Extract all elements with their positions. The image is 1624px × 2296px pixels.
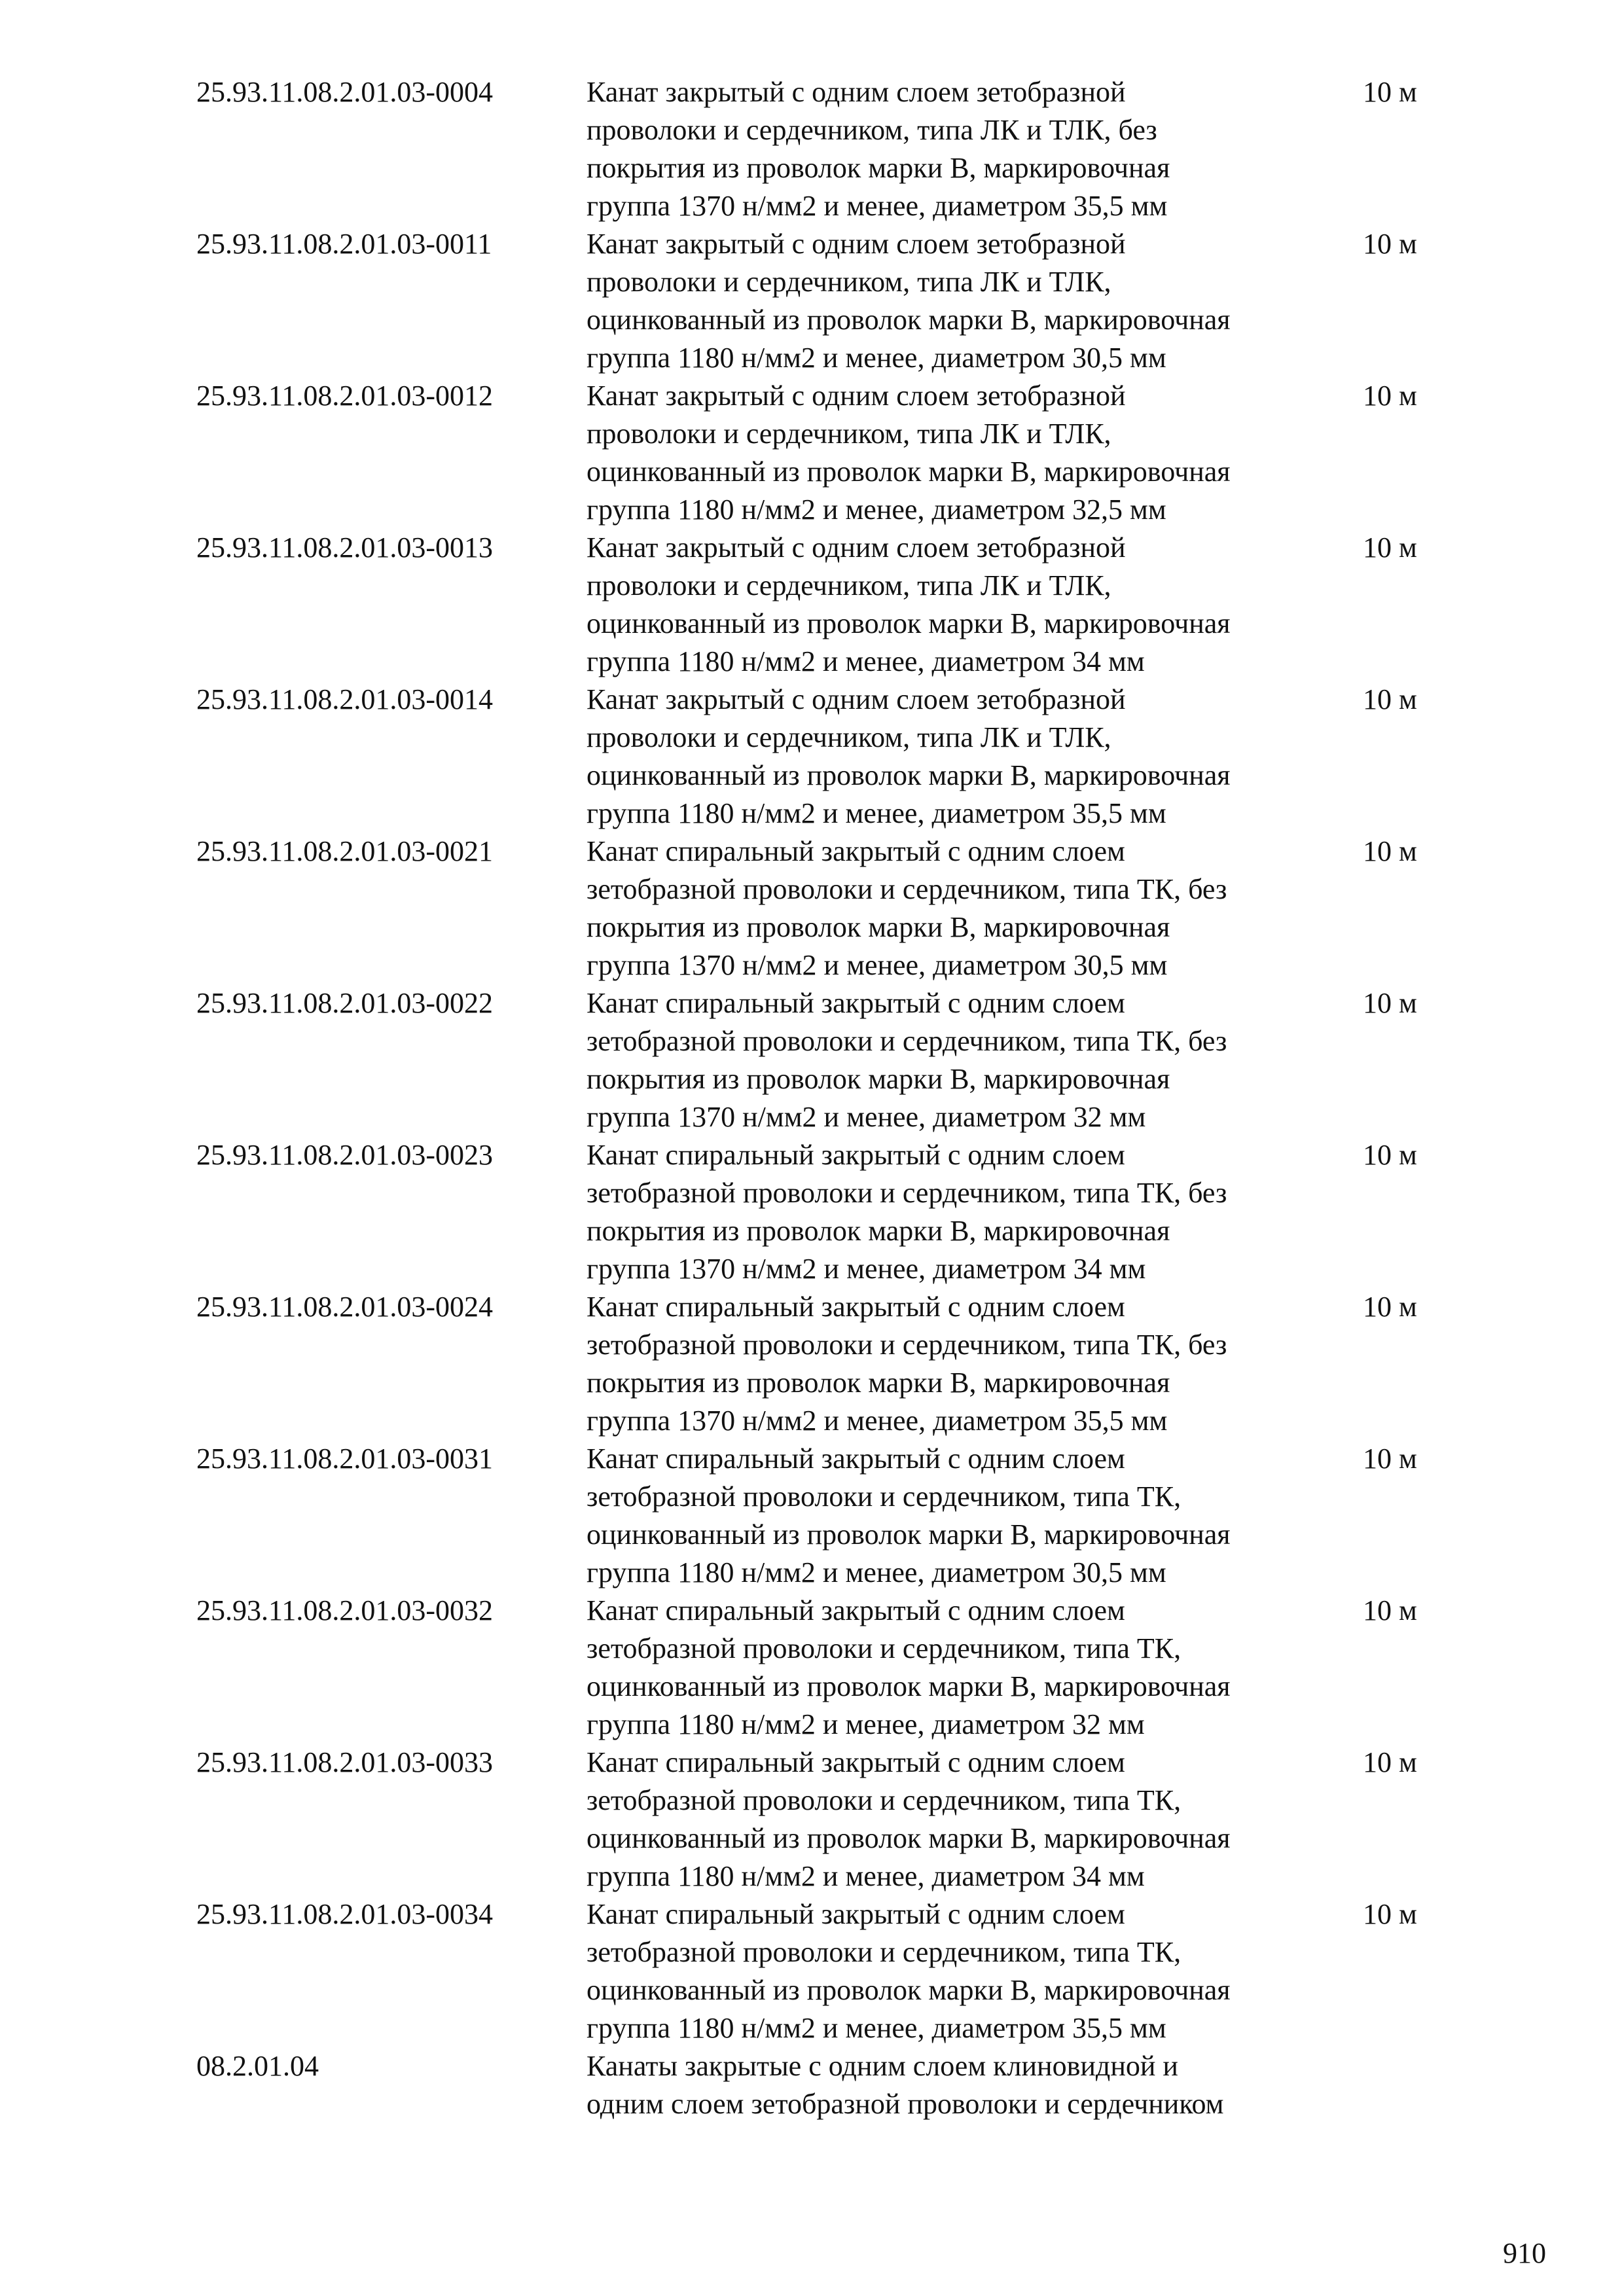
resource-description: Канат закрытый с одним слоем зетобразной проволоки и сердечником, типа ЛК и ТЛК, оцинкованный из проволок марки В, маркировочная группа 1180 н/мм2 и менее, диаметром 30,5 мм: [586, 228, 1231, 374]
resource-code: 25.93.11.08.2.01.03-0012: [196, 380, 494, 412]
resource-code: 25.93.11.08.2.01.03-0021: [196, 835, 494, 867]
resource-description: Канат спиральный закрытый с одним слоем зетобразной проволоки и сердечником, типа ТК, без покрытия из проволок марки В, маркировочная группа 1370 н/мм2 и менее, диаметром 32 мм: [586, 987, 1227, 1133]
table-row: [196, 681, 1440, 833]
measurement-unit: 10 м: [1363, 987, 1417, 1019]
resource-code: 25.93.11.08.2.01.03-0031: [196, 1443, 494, 1475]
table-row: [196, 1895, 1440, 2047]
table-row: [196, 833, 1440, 984]
resource-code: 25.93.11.08.2.01.03-0033: [196, 1746, 494, 1778]
measurement-unit: 10 м: [1363, 380, 1417, 412]
resource-description: Канат закрытый с одним слоем зетобразной проволоки и сердечником, типа ЛК и ТЛК, без покрытия из проволок марки В, маркировочная группа 1370 н/мм2 и менее, диаметром 35,5 мм: [586, 76, 1170, 222]
catalog-table: [196, 73, 1440, 2123]
resource-code: 25.93.11.08.2.01.03-0022: [196, 987, 494, 1019]
measurement-unit: 10 м: [1363, 1139, 1417, 1171]
resource-description: Канат спиральный закрытый с одним слоем зетобразной проволоки и сердечником, типа ТК, без покрытия из проволок марки В, маркировочная группа 1370 н/мм2 и менее, диаметром 34 мм: [586, 1139, 1227, 1285]
resource-description: Канат спиральный закрытый с одним слоем зетобразной проволоки и сердечником, типа ТК, оцинкованный из проволок марки В, маркировочная группа 1180 н/мм2 и менее, диаметром 32 мм: [586, 1594, 1231, 1740]
table-row: [196, 1440, 1440, 1592]
group-code: 08.2.01.04: [196, 2050, 319, 2082]
table-row: [196, 73, 1440, 225]
measurement-unit: 10 м: [1363, 228, 1417, 260]
measurement-unit: 10 м: [1363, 835, 1417, 867]
table-row-group-heading: [196, 2047, 1440, 2123]
measurement-unit: 10 м: [1363, 1746, 1417, 1778]
measurement-unit: 10 м: [1363, 1443, 1417, 1475]
measurement-unit: 10 м: [1363, 531, 1417, 564]
resource-code: 25.93.11.08.2.01.03-0013: [196, 531, 494, 564]
resource-description: Канат закрытый с одним слоем зетобразной проволоки и сердечником, типа ЛК и ТЛК, оцинкованный из проволок марки В, маркировочная группа 1180 н/мм2 и менее, диаметром 35,5 мм: [586, 683, 1231, 829]
page-number: 910: [1503, 2237, 1546, 2269]
resource-code: 25.93.11.08.2.01.03-0004: [196, 76, 494, 108]
resource-description: Канат спиральный закрытый с одним слоем зетобразной проволоки и сердечником, типа ТК, без покрытия из проволок марки В, маркировочная группа 1370 н/мм2 и менее, диаметром 35,5 мм: [586, 1291, 1227, 1437]
group-description: Канаты закрытые с одним слоем клиновидной и одним слоем зетобразной проволоки и сердечником: [586, 2050, 1224, 2120]
resource-description: Канат закрытый с одним слоем зетобразной проволоки и сердечником, типа ЛК и ТЛК, оцинкованный из проволок марки В, маркировочная группа 1180 н/мм2 и менее, диаметром 32,5 мм: [586, 380, 1231, 526]
measurement-unit: 10 м: [1363, 1594, 1417, 1626]
table-row: [196, 1744, 1440, 1895]
resource-code: 25.93.11.08.2.01.03-0024: [196, 1291, 494, 1323]
resource-code: 25.93.11.08.2.01.03-0014: [196, 683, 494, 715]
measurement-unit: 10 м: [1363, 1291, 1417, 1323]
resource-description: Канат закрытый с одним слоем зетобразной проволоки и сердечником, типа ЛК и ТЛК, оцинкованный из проволок марки В, маркировочная группа 1180 н/мм2 и менее, диаметром 34 мм: [586, 531, 1231, 677]
resource-description: Канат спиральный закрытый с одним слоем зетобразной проволоки и сердечником, типа ТК, оцинкованный из проволок марки В, маркировочная группа 1180 н/мм2 и менее, диаметром 35,5 мм: [586, 1898, 1231, 2044]
table-row: [196, 1592, 1440, 1744]
resource-description: Канат спиральный закрытый с одним слоем зетобразной проволоки и сердечником, типа ТК, оцинкованный из проволок марки В, маркировочная группа 1180 н/мм2 и менее, диаметром 34 мм: [586, 1746, 1231, 1892]
table-row: [196, 1288, 1440, 1440]
resource-code: 25.93.11.08.2.01.03-0011: [196, 228, 492, 260]
measurement-unit: 10 м: [1363, 1898, 1417, 1930]
resource-code: 25.93.11.08.2.01.03-0023: [196, 1139, 494, 1171]
measurement-unit: 10 м: [1363, 76, 1417, 108]
table-row: [196, 1136, 1440, 1288]
table-row: [196, 225, 1440, 377]
resource-code: 25.93.11.08.2.01.03-0032: [196, 1594, 494, 1626]
table-row: [196, 984, 1440, 1136]
measurement-unit: 10 м: [1363, 683, 1417, 715]
table-row: [196, 377, 1440, 529]
resource-description: Канат спиральный закрытый с одним слоем зетобразной проволоки и сердечником, типа ТК, без покрытия из проволок марки В, маркировочная группа 1370 н/мм2 и менее, диаметром 30,5 мм: [586, 835, 1227, 981]
resource-code: 25.93.11.08.2.01.03-0034: [196, 1898, 494, 1930]
table-row: [196, 529, 1440, 681]
resource-description: Канат спиральный закрытый с одним слоем зетобразной проволоки и сердечником, типа ТК, оцинкованный из проволок марки В, маркировочная группа 1180 н/мм2 и менее, диаметром 30,5 мм: [586, 1443, 1231, 1588]
